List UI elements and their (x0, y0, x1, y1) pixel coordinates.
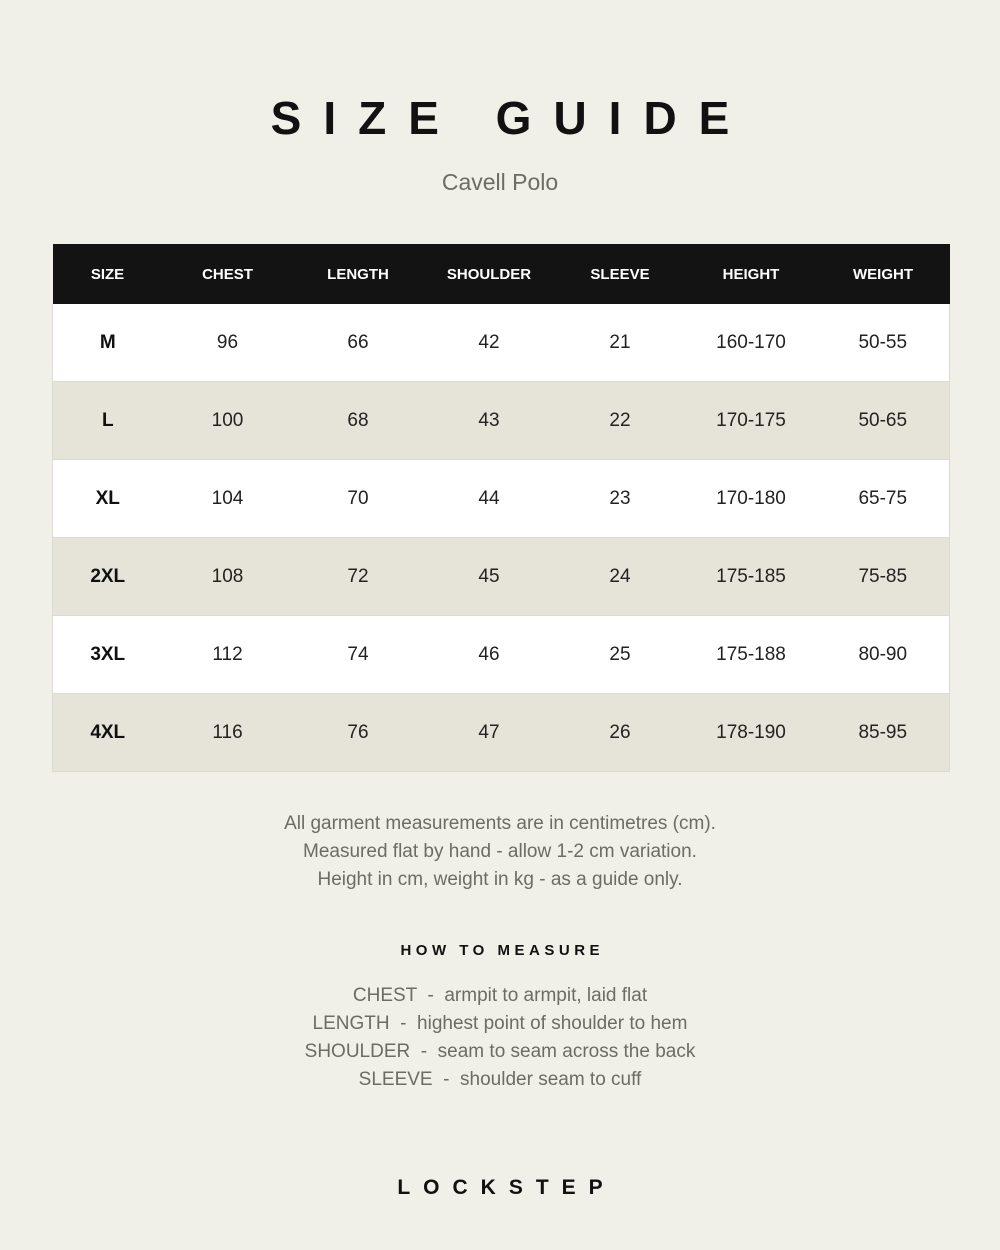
weight-cell: 50-65 (817, 382, 950, 460)
weight-cell: 85-95 (817, 694, 950, 772)
size-cell: 3XL (53, 616, 163, 694)
column-header-length: LENGTH (293, 244, 424, 304)
chest-cell: 96 (163, 304, 293, 382)
how-to-measure-heading: HOW TO MEASURE (400, 942, 605, 959)
shoulder-cell: 44 (424, 460, 555, 538)
shoulder-cell: 47 (424, 694, 555, 772)
column-header-chest: CHEST (163, 244, 293, 304)
measurement-notes (0, 810, 1000, 894)
column-header-weight: WEIGHT (817, 244, 950, 304)
sleeve-cell: 26 (555, 694, 686, 772)
chest-cell: 116 (163, 694, 293, 772)
sleeve-cell: 21 (555, 304, 686, 382)
size-cell: L (53, 382, 163, 460)
size-cell: XL (53, 460, 163, 538)
how-to-measure-list (0, 982, 1000, 1094)
sleeve-cell: 22 (555, 382, 686, 460)
chest-cell: 108 (163, 538, 293, 616)
shoulder-cell: 42 (424, 304, 555, 382)
length-cell: 68 (293, 382, 424, 460)
table-row (53, 694, 950, 772)
height-cell: 178-190 (686, 694, 817, 772)
table-header-row (53, 244, 950, 304)
length-cell: 72 (293, 538, 424, 616)
measure-item-sleeve: SLEEVE - shoulder seam to cuff (358, 1069, 642, 1090)
page-title: SIZE GUIDE (270, 92, 752, 144)
size-cell: 4XL (53, 694, 163, 772)
height-cell: 175-188 (686, 616, 817, 694)
height-cell: 170-180 (686, 460, 817, 538)
chest-cell: 112 (163, 616, 293, 694)
table-row (53, 538, 950, 616)
shoulder-cell: 45 (424, 538, 555, 616)
chest-cell: 100 (163, 382, 293, 460)
size-table (52, 244, 950, 772)
brand-wordmark: LOCKSTEP (397, 1176, 616, 1199)
sleeve-cell: 25 (555, 616, 686, 694)
length-cell: 66 (293, 304, 424, 382)
weight-cell: 80-90 (817, 616, 950, 694)
size-cell: 2XL (53, 538, 163, 616)
column-header-height: HEIGHT (686, 244, 817, 304)
sleeve-cell: 24 (555, 538, 686, 616)
table-row (53, 304, 950, 382)
length-cell: 70 (293, 460, 424, 538)
height-cell: 160-170 (686, 304, 817, 382)
column-header-sleeve: SLEEVE (555, 244, 686, 304)
sleeve-cell: 23 (555, 460, 686, 538)
chest-cell: 104 (163, 460, 293, 538)
length-cell: 74 (293, 616, 424, 694)
product-name: Cavell Polo (441, 169, 559, 195)
shoulder-cell: 46 (424, 616, 555, 694)
weight-cell: 50-55 (817, 304, 950, 382)
table-row (53, 382, 950, 460)
weight-cell: 65-75 (817, 460, 950, 538)
height-cell: 175-185 (686, 538, 817, 616)
height-cell: 170-175 (686, 382, 817, 460)
note-line: Measured flat by hand - allow 1-2 cm variation. (303, 841, 697, 862)
shoulder-cell: 43 (424, 382, 555, 460)
table-row (53, 460, 950, 538)
note-line: All garment measurements are in centimetres (cm). (284, 813, 716, 834)
column-header-shoulder: SHOULDER (424, 244, 555, 304)
size-cell: M (53, 304, 163, 382)
table-row (53, 616, 950, 694)
measure-item-shoulder: SHOULDER - seam to seam across the back (304, 1041, 696, 1062)
measure-item-length: LENGTH - highest point of shoulder to hem (312, 1013, 688, 1034)
note-line: Height in cm, weight in kg - as a guide only. (317, 869, 683, 890)
measure-item-chest: CHEST - armpit to armpit, laid flat (352, 985, 648, 1006)
weight-cell: 75-85 (817, 538, 950, 616)
column-header-size: SIZE (53, 244, 163, 304)
length-cell: 76 (293, 694, 424, 772)
